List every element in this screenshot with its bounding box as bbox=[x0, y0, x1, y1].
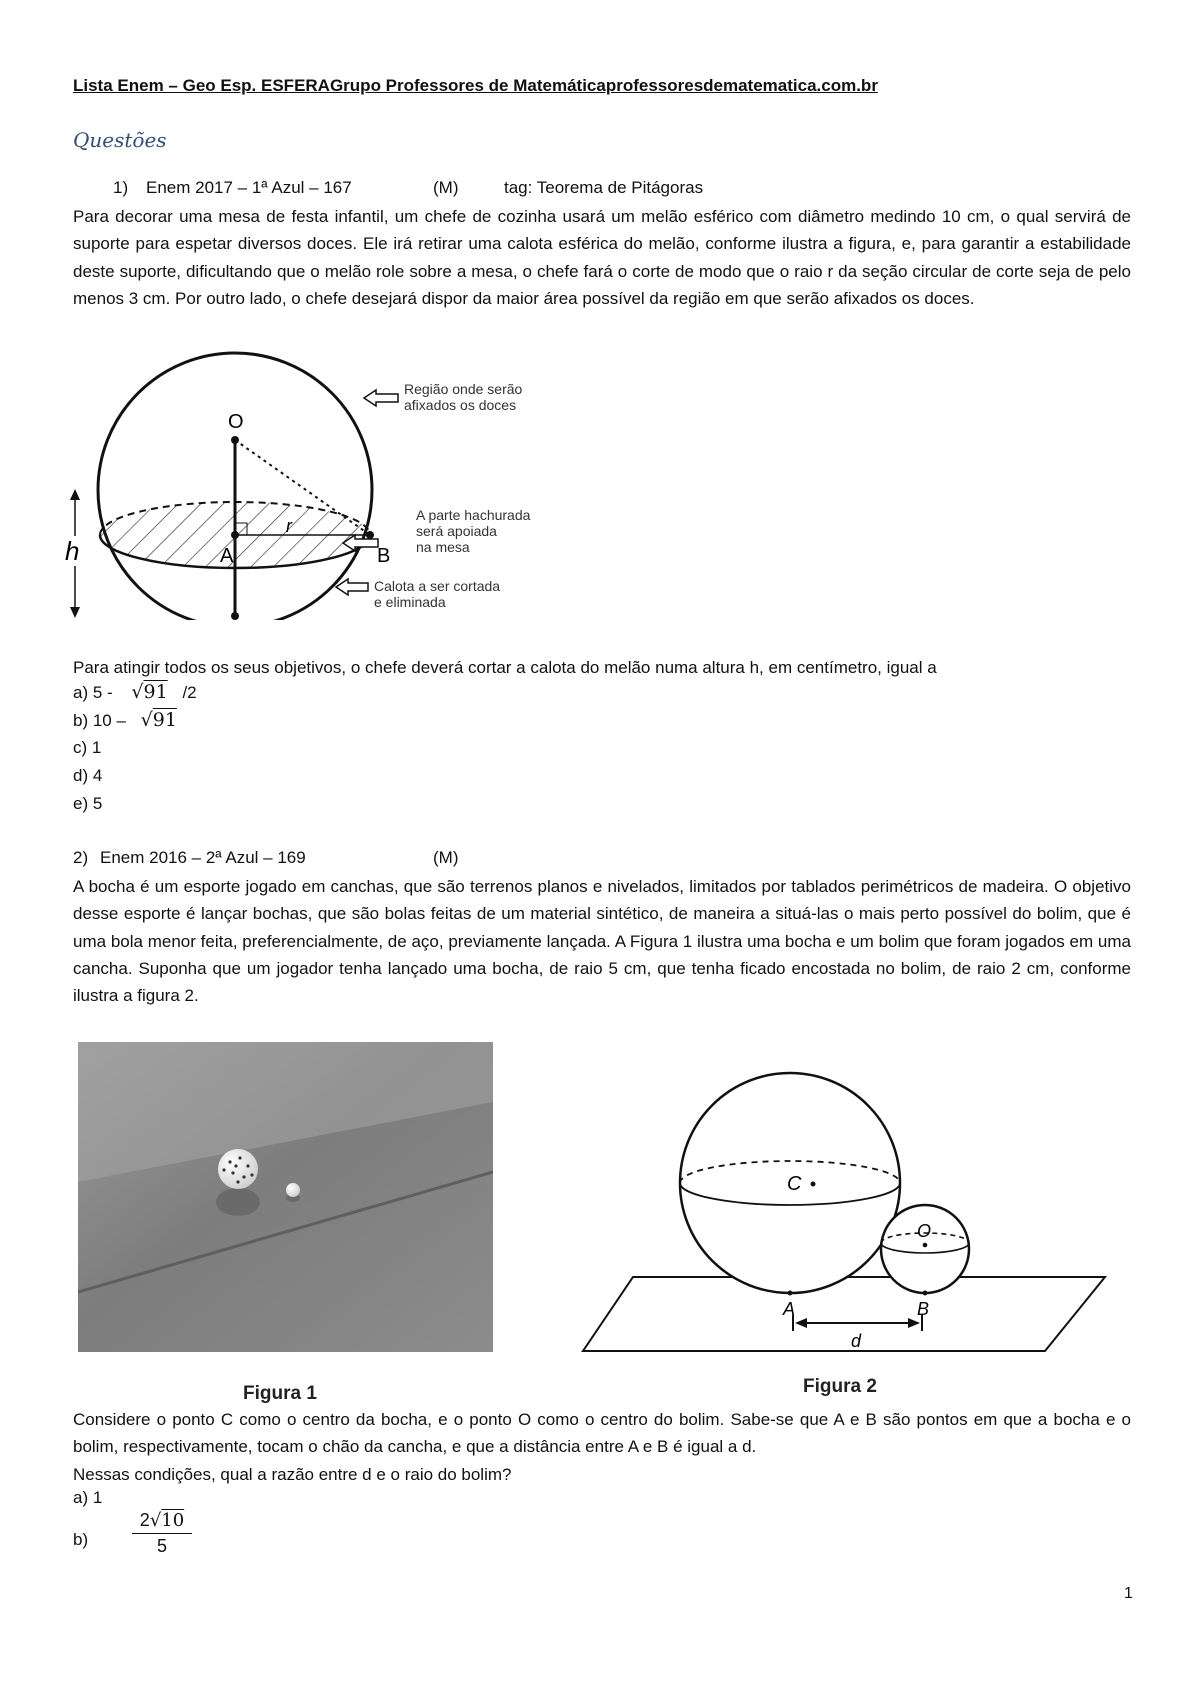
question-1-tag: tag: Teorema de Pitágoras bbox=[504, 178, 704, 197]
question-2-number: 2) bbox=[73, 848, 89, 867]
question-1-level: (M) bbox=[433, 178, 459, 197]
callout-2-line-2: será apoiada bbox=[416, 523, 497, 539]
question-2-statement: A bocha é um esporte jogado em canchas, que são terrenos planos e nivelados, limitados por tablados perimétricos de madeira. O objetivo desse esporte é lançar bochas, que são bolas feitas de um material sintético, de maneira a situá-las o mais perto possível do bolim, que é uma bola menor feita, preferencialmente, de aço, previamente lançada. A Figura 1 ilustra uma bocha e um bolim que foram jogados em uma cancha. Suponha que um jogador tenha lançado uma bocha, de raio 5 cm, que tenha ficado encostada no bolim, de raio 2 cm, conforme ilustra a figura 2. bbox=[73, 877, 1131, 1006]
figure-1-caption: Figura 1 bbox=[243, 1383, 317, 1404]
bocha-bolim-diagram bbox=[575, 1055, 1135, 1360]
bolim-ball bbox=[286, 1183, 300, 1197]
question-1-source: Enem 2017 – 1ª Azul – 167 bbox=[146, 178, 352, 197]
point-O-label: O bbox=[228, 411, 244, 433]
question-2-source: Enem 2016 – 2ª Azul – 169 bbox=[100, 848, 306, 867]
point-A2-label: A bbox=[783, 1299, 796, 1319]
option-1d: d) 4 bbox=[73, 766, 103, 785]
callout-3-line-1: Calota a ser cortada bbox=[374, 578, 501, 594]
callout-3-line-2: e eliminada bbox=[374, 594, 446, 610]
distance-d-label: d bbox=[851, 1331, 862, 1351]
callout-2-line-1: A parte hachurada bbox=[416, 507, 531, 523]
option-1b: b) 10 – √91 bbox=[73, 709, 177, 731]
callout-arrow-icon bbox=[336, 579, 368, 595]
point-C-label: C bbox=[787, 1173, 802, 1195]
question-1-statement: Para decorar uma mesa de festa infantil, um chefe de cozinha usará um melão esférico com diâmetro medindo 10 cm, o qual servirá de suporte para espetar diversos doces. Ele irá retirar uma calota esférica do melão, conforme ilustra a figura, e, para garantir a estabilidade deste suporte, dificultando que o melão role sobre a mesa, o chefe fará o corte de modo que o raio r da seção circular de corte seja de pelo menos 3 cm. Por outro lado, o chefe desejará dispor da maior área possível da região em que serão afixados os doces. bbox=[73, 207, 1131, 308]
option-1e: e) 5 bbox=[73, 794, 103, 813]
option-1b-radicand: 91 bbox=[152, 709, 177, 731]
height-h-label: h bbox=[65, 536, 80, 566]
document-header: Lista Enem – Geo Esp. ESFERAGrupo Professores de Matemáticaprofessoresdematematica.com.br bbox=[73, 76, 878, 95]
bocha-photo-figure bbox=[78, 1042, 493, 1352]
callout-1-line-1: Região onde serão bbox=[404, 381, 523, 397]
melon-sphere-figure bbox=[60, 350, 580, 620]
option-1c: c) 1 bbox=[73, 738, 102, 757]
callout-1-line-2: afixados os doces bbox=[404, 397, 517, 413]
option-2b-prefix: b) bbox=[73, 1530, 89, 1549]
figure-2-caption: Figura 2 bbox=[803, 1376, 877, 1397]
question-2-prompt: Nessas condições, qual a razão entre d e o raio do bolim? bbox=[73, 1465, 512, 1484]
radius-r-label: r bbox=[286, 516, 292, 536]
option-2b-fraction: 2√10 5 bbox=[132, 1510, 192, 1557]
question-1-prompt: Para atingir todos os seus objetivos, o chefe deverá cortar a calota do melão numa altura h, em centímetro, igual a bbox=[73, 658, 937, 677]
point-B2-label: B bbox=[917, 1299, 930, 1319]
option-1a: a) 5 - √91 /2 bbox=[73, 681, 197, 703]
section-title: Questões bbox=[73, 128, 167, 152]
question-1-heading bbox=[0, 178, 1200, 202]
question-2-heading bbox=[0, 848, 1200, 872]
bolim-sphere bbox=[881, 1205, 969, 1293]
question-2-context: Considere o ponto C como o centro da bocha, e o ponto O como o centro do bolim. Sabe-se que A e B são pontos em que a bocha e o bolim, respectivamente, tocam o chão da cancha, e que a distância entre A e B é igual a d. bbox=[73, 1410, 1131, 1457]
point-B-label: B bbox=[377, 545, 391, 567]
option-2a: a) 1 bbox=[73, 1488, 103, 1507]
cancha-floor bbox=[583, 1277, 1105, 1351]
option-1a-radicand: 91 bbox=[143, 681, 168, 703]
question-2-level: (M) bbox=[433, 848, 459, 867]
page-number: 1 bbox=[1124, 1585, 1133, 1602]
point-O2-label: O bbox=[917, 1221, 932, 1241]
point-A-label: A bbox=[220, 545, 234, 567]
question-1-number: 1) bbox=[113, 178, 129, 197]
callout-2-line-3: na mesa bbox=[416, 539, 470, 555]
callout-arrow-icon bbox=[364, 390, 398, 406]
